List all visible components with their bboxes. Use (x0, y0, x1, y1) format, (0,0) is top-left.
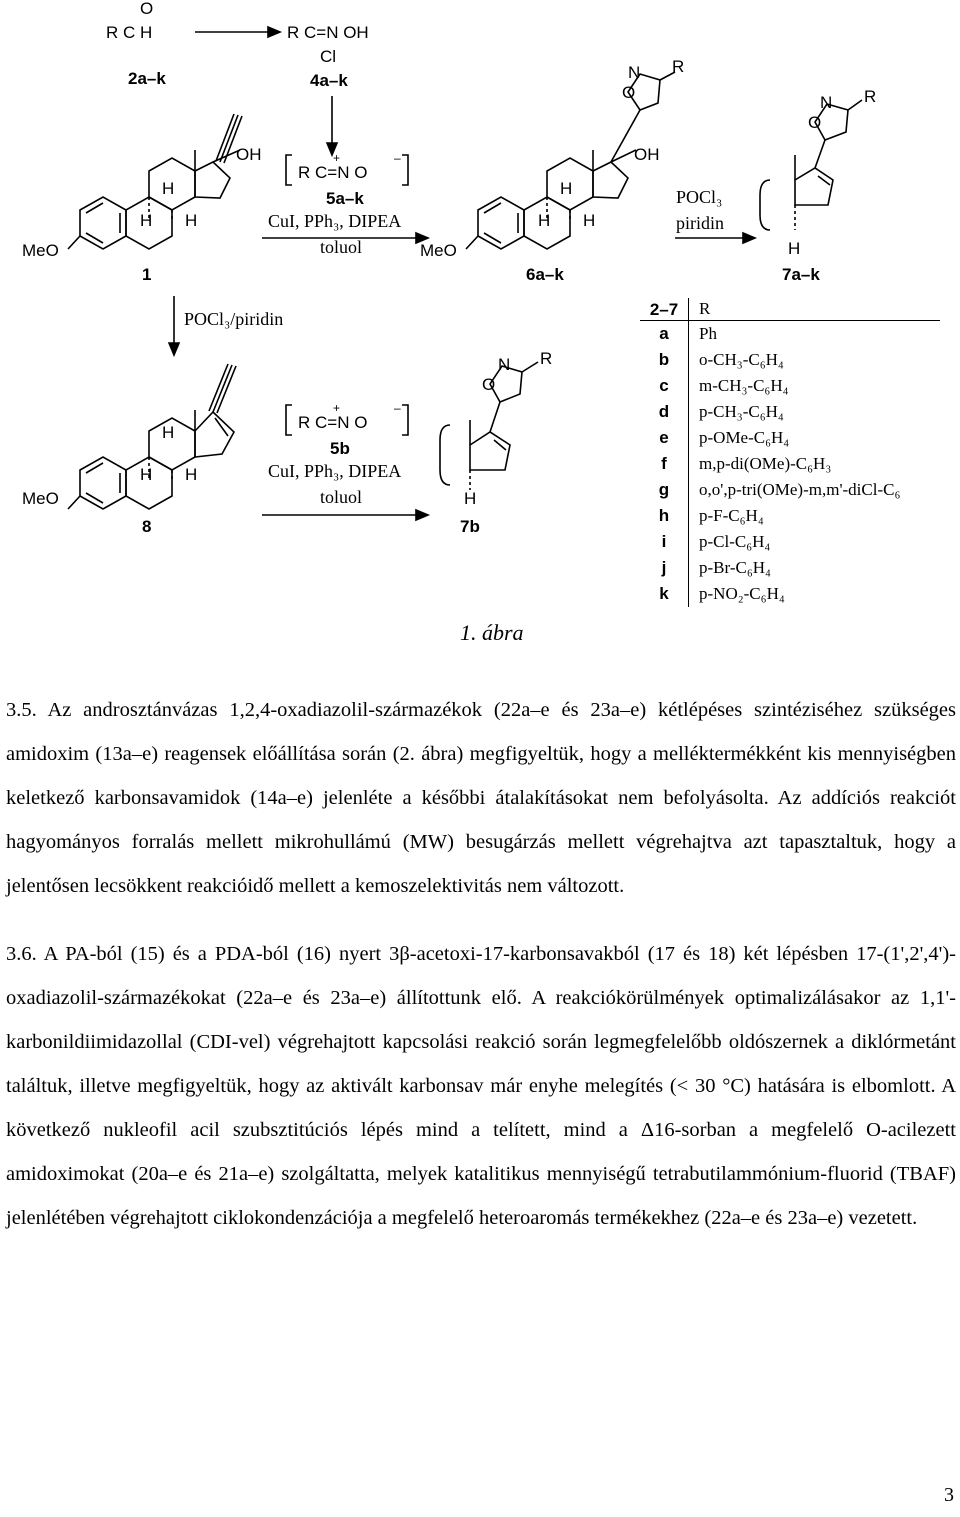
chloroxime-formula: R C=N OH (287, 23, 369, 42)
minus-charge-b: – (394, 401, 401, 415)
aldehyde-id: 2a–k (128, 69, 166, 88)
table-row-key: d (658, 402, 670, 421)
table-row-key: a (659, 324, 669, 343)
table-row-key: g (658, 480, 670, 499)
c7-h-label: H (788, 239, 801, 258)
compound-7b-label: 7b (460, 517, 480, 536)
compound-8-label: 8 (142, 517, 152, 536)
compound-1-label: 1 (142, 265, 152, 284)
conditions-b-line2: toluol (320, 487, 363, 507)
compound-6-label: 6a–k (526, 265, 564, 284)
c8-h-label-3: H (185, 465, 198, 484)
table-header-value: R (688, 298, 940, 320)
table-row-value: o-CH₃-C₆H₄ (688, 347, 940, 373)
c6-h-label-2: H (538, 211, 551, 230)
c7b-r-label: R (540, 349, 553, 368)
c1-h-label-2: H (140, 211, 153, 230)
table-row-value: p-F-C₆H₄ (688, 503, 940, 529)
table-row-value: m-CH₃-C₆H₄ (688, 373, 940, 399)
table-row-key: i (661, 532, 667, 551)
table-row (640, 451, 940, 477)
table-header (640, 298, 940, 321)
c7-o-label: O (808, 113, 822, 132)
table-row-value: p-CH₃-C₆H₄ (688, 399, 940, 425)
table-row-key: e (659, 428, 669, 447)
chloroxime-id: 4a–k (310, 71, 348, 90)
c7b-n-label: N (498, 355, 511, 374)
table-row-value: p-Cl-C₆H₄ (688, 529, 940, 555)
table-row-key: b (658, 350, 670, 369)
nitrile-oxide-id: 5a–k (326, 189, 364, 208)
table-row (640, 321, 940, 347)
c6-oh-label: OH (634, 145, 660, 164)
pocl3-label: POCl₃ (676, 187, 723, 207)
table-row (640, 503, 940, 529)
c1-h-label: H (162, 179, 175, 198)
aldehyde-formula: R C H (106, 23, 153, 42)
table-row-value: p-NO₂-C₆H₄ (688, 581, 940, 607)
plus-charge: + (333, 151, 341, 165)
paragraph-3-5: 3.5. Az androsztánvázas 1,2,4-oxadiazolil-származékok (22a–e és 23a–e) kétlépéses szintéziséhez szükséges amidoxim (13a–e) reagensek előállítása során (2. ábra) megfigyeltük, hogy a melléktermékként kis mennyiségben keletkező karbonsavamidok (14a–e) jelenléte a későbbi átalakításokat nem befolyásolta. Az addíciós reakciót hagyományos forralás mellett mikrohullámú (MW) besugárzás mellett végrehajtva azt tapasztaltuk, hogy a jelentősen lecsökkent reakcióidő mellett a kemoszelektivitás nem változott. (6, 699, 956, 897)
conditions-line2: toluol (320, 237, 363, 257)
conditions-line1: CuI, PPh₃, DIPEA (268, 211, 402, 231)
chloroxime-cl-label: Cl (320, 47, 337, 66)
c1-h-label-3: H (185, 211, 198, 230)
table-row-value: o,o',p-tri(OMe)-m,m'-diCl-C₆ (688, 477, 940, 503)
table-row (640, 373, 940, 399)
table-row-key: j (661, 558, 667, 577)
c7b-o-label: O (482, 375, 496, 394)
piridin-label: piridin (676, 213, 724, 233)
substituent-table (640, 298, 940, 607)
paragraph-3-6: 3.6. A PA-ból (15) és a PDA-ból (16) nyert 3β-acetoxi-17-karbonsavakból (17 és 18) két lépésben 17-(1',2',4')-oxadiazolil-származékokat (22a–e és 23a–e) állítottunk elő. A reakciókörülmények optimalizálásakor az 1,1'-karbonildiimidazollal (CDI-vel) végrehajtott kapcsolási reakció során legmegfelelőbb oldószernek a diklórmetánt találtuk, illetve megfigyeltük, hogy az aktivált karbonsav már enyhe melegítés (< 30 °C) hatására is elbomlott. A következő nukleofil acil szubsztitúciós lépés mind a telített, mind a Δ16-sorban a megfelelő O-acilezett amidoximokat (20a–e és 21a–e) szolgáltatta, melyek katalitikus mennyiségű tetrabutilammónium-fluorid (TBAF) jelenlétében végrehajtott ciklokondenzációja a megfelelő heteroaromás termékekhez (22a–e és 23a–e) vezetett. (6, 943, 956, 1229)
table-row (640, 477, 940, 503)
figure-caption: 1. ábra (460, 620, 524, 645)
table-row (640, 425, 940, 451)
table-row-key: k (659, 584, 669, 603)
conditions-b-line1: CuI, PPh₃, DIPEA (268, 461, 402, 481)
table-row (640, 581, 940, 607)
body-text (6, 688, 956, 1264)
table-row (640, 529, 940, 555)
pocl3-piridin-label: POCl₃/piridin (184, 309, 284, 329)
nitrile-oxide-formula: R C=N O (298, 163, 368, 182)
table-row-key: c (659, 376, 669, 395)
table-body (640, 321, 940, 607)
compound-7-label: 7a–k (782, 265, 820, 284)
aldehyde-o-label: O (140, 0, 154, 18)
table-row-value: Ph (688, 321, 940, 347)
table-row (640, 399, 940, 425)
plus-charge-b: + (333, 401, 341, 415)
c6-r-label: R (672, 57, 685, 76)
table-row-value: p-OMe-C₆H₄ (688, 425, 940, 451)
c8-h-label: H (162, 423, 175, 442)
c1-meo-label: MeO (22, 241, 59, 260)
reaction-scheme (0, 0, 960, 650)
table-header-key: 2–7 (649, 300, 679, 319)
table-row-key: h (658, 506, 670, 525)
nitrile-oxide-b-formula: R C=N O (298, 413, 368, 432)
c6-h-label-3: H (583, 211, 596, 230)
table-row-value: p-Br-C₆H₄ (688, 555, 940, 581)
c6-meo-label: MeO (420, 241, 457, 260)
c6-h-label: H (560, 179, 573, 198)
c7b-h-label: H (464, 489, 477, 508)
table-row-key: f (661, 454, 667, 473)
minus-charge: – (394, 151, 401, 165)
c6-n-label: N (628, 63, 641, 82)
c6-o-label: O (622, 83, 636, 102)
nitrile-oxide-b-id: 5b (330, 439, 350, 458)
table-row (640, 347, 940, 373)
c8-h-label-2: H (140, 465, 153, 484)
table-row (640, 555, 940, 581)
page-number: 3 (944, 1484, 954, 1506)
table-row-value: m,p-di(OMe)-C₆H₃ (688, 451, 940, 477)
c7-n-label: N (820, 93, 833, 112)
c7-r-label: R (864, 87, 877, 106)
c1-oh-label: OH (236, 145, 262, 164)
c8-meo-label: MeO (22, 489, 59, 508)
